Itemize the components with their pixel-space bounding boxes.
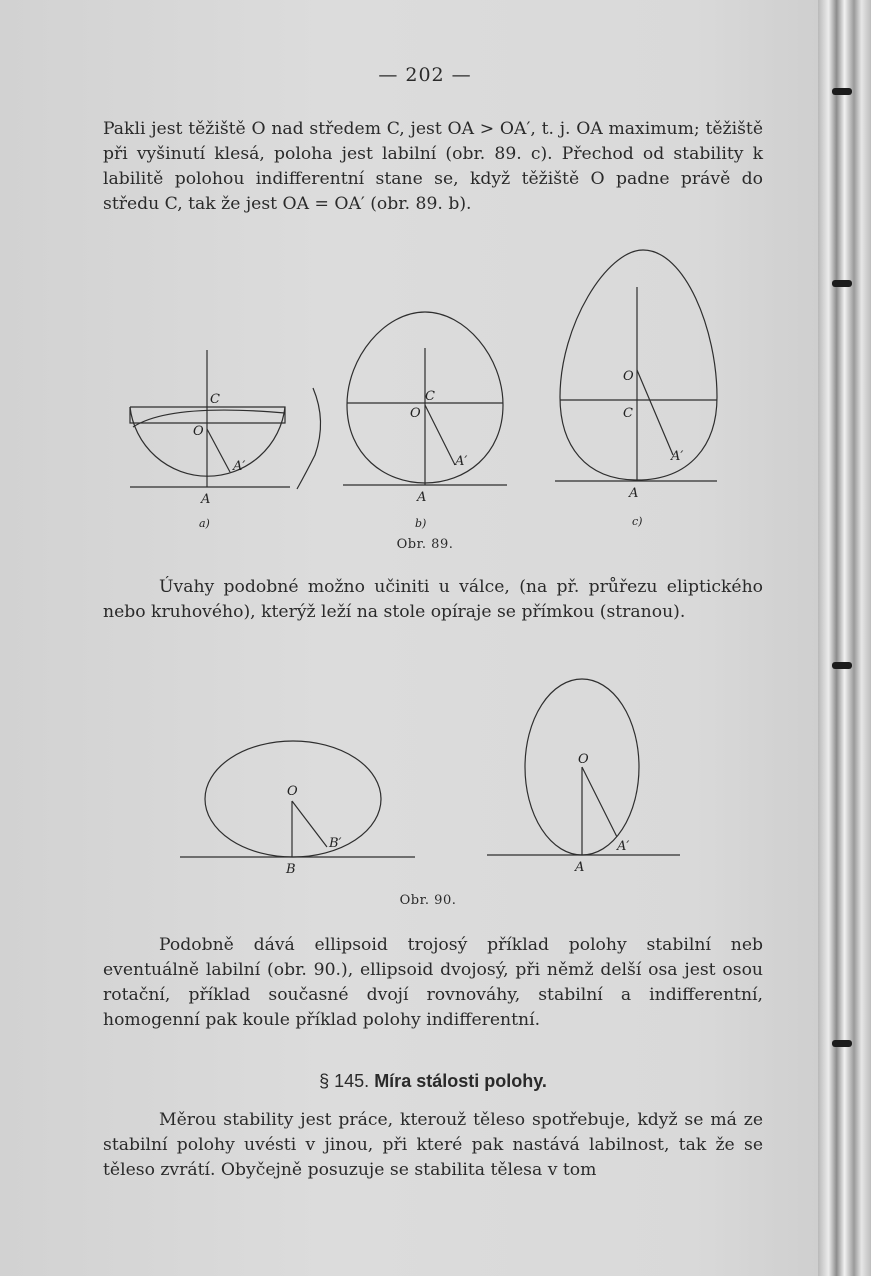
paragraph-stability-measure: Měrou stability jest práce, kterouž těleso spotřebuje, když se má ze stabilní polohy uvésti v jinou, při které pak nastává labilnost, tak že se těleso zvrátí. Obyčejně posuzuje se stabilita tělesa v tom [103,1110,763,1180]
figure-90 [175,675,685,885]
subfigure-a-label: a) [199,517,210,530]
figure-89c-tall-egg [555,250,717,528]
label-a: A [575,860,585,875]
binding-thread [832,1040,852,1047]
binding-thread [832,280,852,287]
page-number: — 202 — [378,64,472,86]
figure-89a-hemisphere [130,350,321,530]
label-a: A [201,492,211,507]
section-title: Míra stálosti polohy. [374,1071,547,1091]
section-number: § 145. [319,1071,370,1091]
label-c: C [425,389,435,404]
label-b-prime: B′ [329,836,342,851]
binding-thread [832,88,852,95]
label-o: O [623,369,634,384]
section-heading [103,1071,763,1092]
label-o: O [578,752,589,767]
subfigure-b-label: b) [415,517,427,530]
figure-90-caption: Obr. 90. [399,893,457,908]
figure-90-flat-ellipse [180,741,415,877]
label-o: O [287,784,298,799]
label-a-prime: A′ [671,449,684,464]
label-a: A [417,490,427,505]
label-o: O [410,406,421,421]
label-a: A [629,486,639,501]
page-edge-binding [818,0,871,1276]
paragraph-ellipsoid: Podobně dává ellipsoid trojosý příklad polohy stabilní neb eventuálně labilní (obr. 90.), ellipsoid dvojosý, při němž delší osa jest osou rotační, příklad současné dvojí rovnováhy, stabilní a indifferentní, homogenní pak koule příklad polohy indifferentní. [103,935,763,1030]
label-a-prime: A′ [233,459,246,474]
figure-89 [115,245,735,560]
figure-90-upright-ellipse [487,679,680,875]
subfigure-c-label: c) [632,515,643,528]
label-a-prime: A′ [617,839,630,854]
figure-89b-egg [343,312,507,530]
label-c: C [210,392,220,407]
paragraph-stability-intro: Pakli jest těžiště O nad středem C, jest OA > OA′, t. j. OA maximum; těžiště při vyšinutí klesá, poloha jest labilní (obr. 89. c). Přechod od stability k labilitě polohou indifferentní stane se, když těžiště O padne právě do středu C, tak že jest OA = OA′ (obr. 89. b). [103,119,763,214]
paragraph-cylinder: Úvahy podobné možno učiniti u válce, (na př. průřezu eliptického nebo kruhového), kterýž leží na stole opíraje se přímkou (stranou). [103,577,763,622]
label-c: C [623,406,633,421]
label-a-prime: A′ [455,454,468,469]
figure-89-caption: Obr. 89. [396,537,454,552]
binding-thread [832,662,852,669]
label-b: B [286,862,296,877]
label-o: O [193,424,204,439]
